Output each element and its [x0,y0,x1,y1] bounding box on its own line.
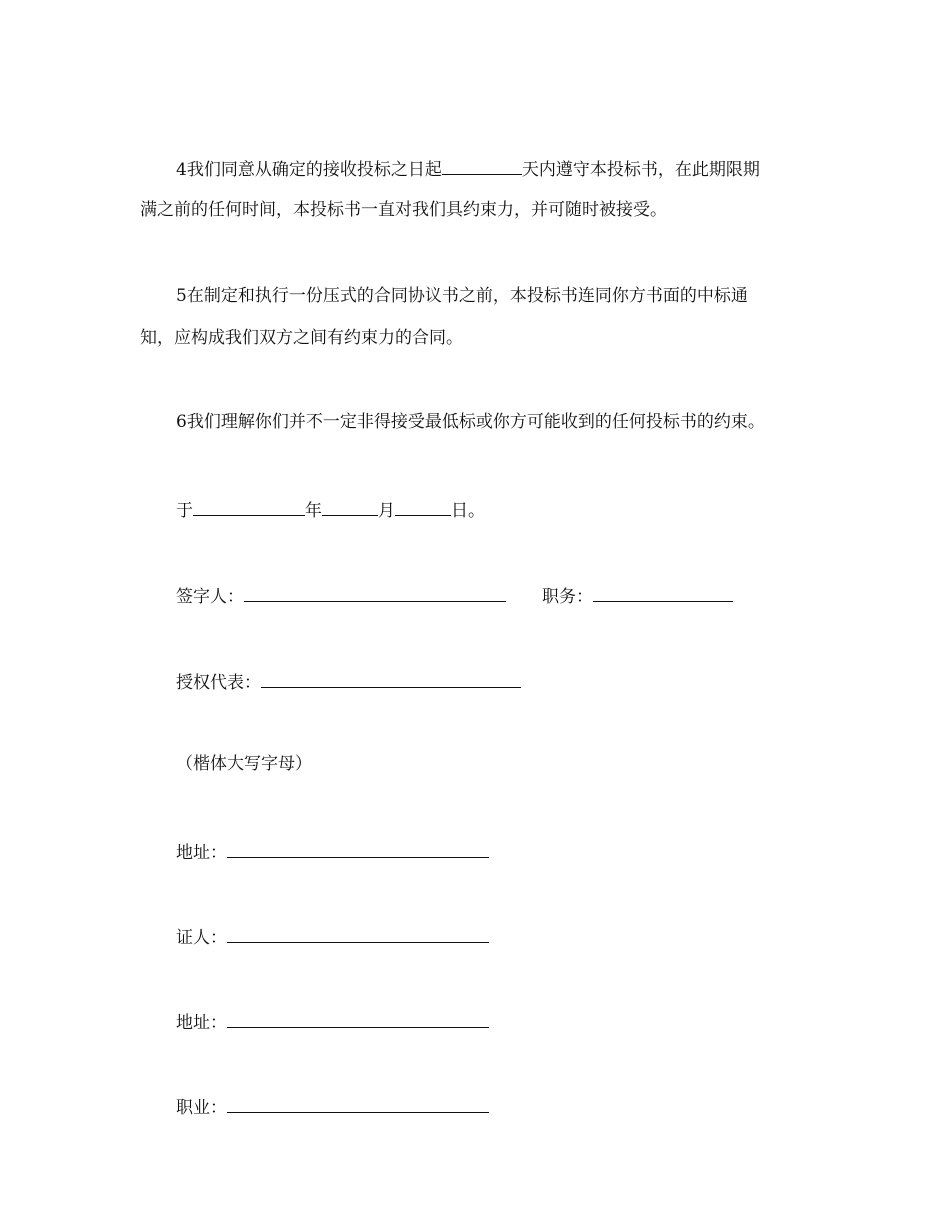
address-label-2: 地址： [176,1013,227,1033]
paragraph-6: 6我们理解你们并不一定非得接受最低标或你方可能收到的任何投标书的约束。 [176,412,765,432]
year-label: 年 [305,501,322,521]
paragraph-4-line-1 [176,157,760,180]
paragraph-4-text-b: 天内遵守本投标书，在此期限期 [521,160,760,180]
address-line-2 [176,1010,489,1033]
year-blank[interactable] [193,498,305,516]
month-label: 月 [378,501,395,521]
address-line-1 [176,840,489,863]
title-blank[interactable] [593,584,733,602]
witness-blank[interactable] [227,925,489,943]
month-blank[interactable] [322,498,378,516]
address-blank-1[interactable] [227,840,489,858]
paragraph-4-text-a: 4我们同意从确定的接收投标之日起 [176,160,442,180]
day-blank[interactable] [395,498,451,516]
title-label: 职务： [542,587,593,607]
address-label-1: 地址： [176,843,227,863]
paragraph-4-line-2: 满之前的任何时间，本投标书一直对我们具约束力，并可随时被接受。 [140,200,667,220]
date-prefix: 于 [176,501,193,521]
signatory-label: 签字人： [176,587,244,607]
day-label: 日。 [451,501,485,521]
signatory-blank[interactable] [244,584,506,602]
occupation-line [176,1095,489,1118]
date-line [176,498,485,521]
witness-line [176,925,489,948]
paragraph-5-line-1: 5在制定和执行一份压式的合同协议书之前，本投标书连同你方书面的中标通 [176,286,748,306]
authorized-rep-label: 授权代表： [176,673,261,693]
paragraph-5-line-2: 知，应构成我们双方之间有约束力的合同。 [140,328,463,348]
authorized-rep-blank[interactable] [261,670,521,688]
witness-label: 证人： [176,928,227,948]
address-blank-2[interactable] [227,1010,489,1028]
occupation-blank[interactable] [227,1095,489,1113]
signatory-line [176,584,733,607]
occupation-label: 职业： [176,1098,227,1118]
block-letters-note: （楷体大写字母） [176,754,312,774]
days-blank[interactable] [442,157,522,175]
authorized-rep-line [176,670,521,693]
